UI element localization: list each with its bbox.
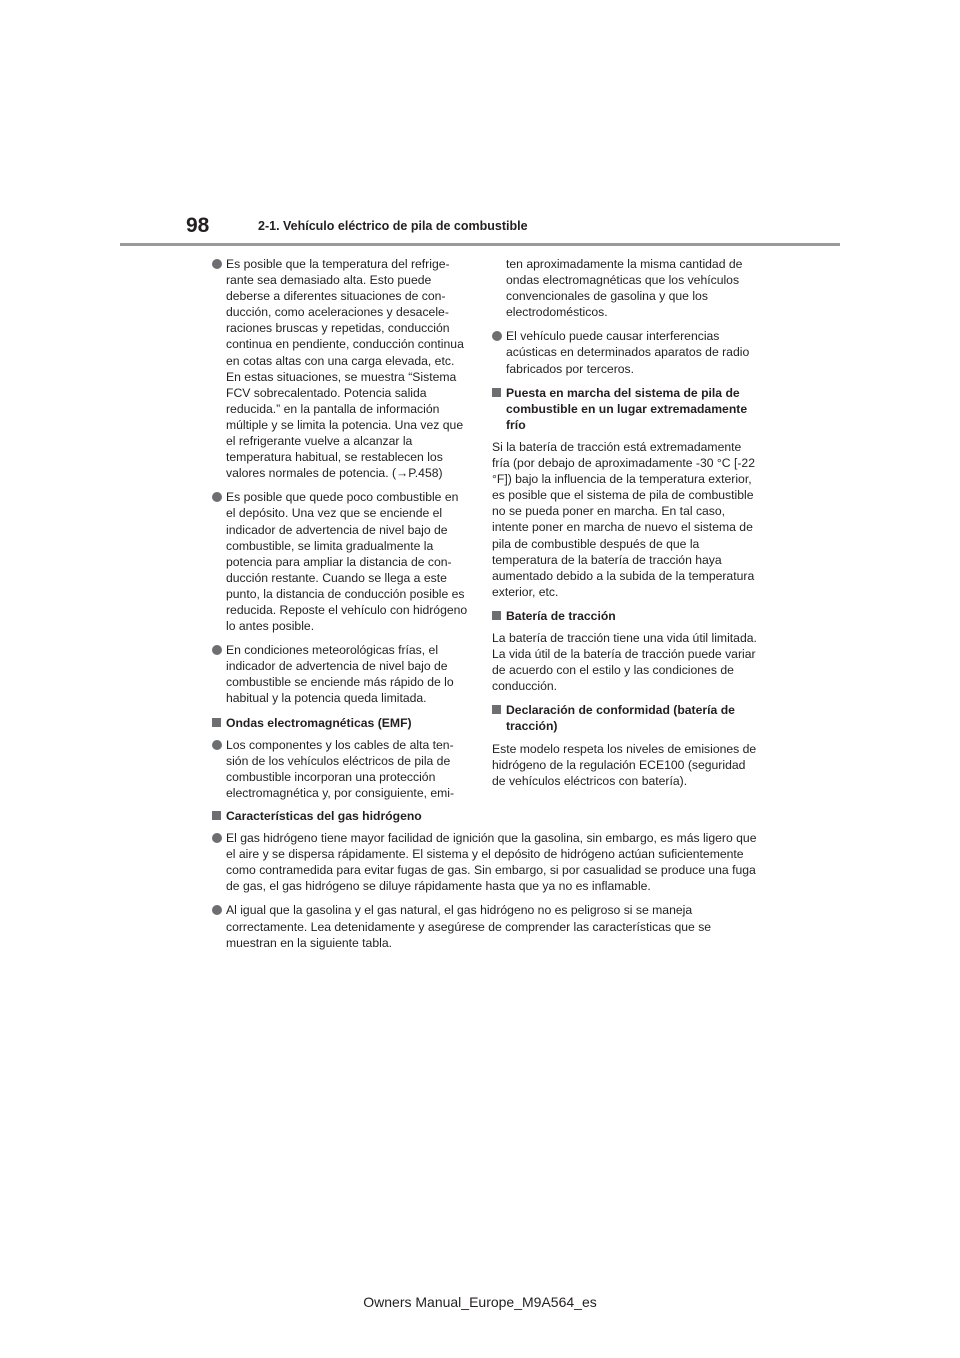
bullet-text: En condiciones meteorológicas frías, el indicador de advertencia de nivel bajo de combustible se enciende más rápido de lo habitual y la potencia queda limitada. [226,643,454,706]
heading-declaration-conformity [492,702,758,734]
paragraph-declaration-conformity: Este modelo respeta los niveles de emisiones de hidrógeno de la regulación ECE100 (seguridad de vehículos eléctricos con batería). [492,741,757,788]
bullet-dot-icon [212,740,222,750]
bullet-text: Los componentes y los cables de alta tensión de los vehículos eléctricos de pila de combustible incorporan una protección electromagnética y, por consiguiente, emi- [226,737,455,800]
bullet-text: El gas hidrógeno tiene mayor facilidad de ignición que la gasolina, sin embargo, es más ligero que el aire y se dispersa rápidamente. El sistema y el depósito de hidrógeno actúan suficientemente como contramedida para evitar fugas de gas. Sin embargo, si por casualidad se produce una fuga de gas, el gas hidrógeno se diluye rápidamente hasta que ya no es inflamable. [226,831,757,894]
header-divider [120,243,840,246]
bullet-hydrogen-ignition [212,830,758,894]
heading-text: Características del gas hidrógeno [226,809,422,823]
heading-hydrogen-characteristics [212,808,758,824]
bullet-low-fuel [212,489,468,634]
bullet-text: Al igual que la gasolina y el gas natural, el gas hidrógeno no es peligroso si se maneja correctamente. Lea detenidamente y asegúrese de comprender las características que se muestran en la siguiente tabla. [226,903,712,950]
bullet-dot-icon [212,259,222,269]
section-title: 2-1. Vehículo eléctrico de pila de combustible [258,219,528,233]
heading-square-icon [212,718,221,727]
bullet-dot-icon [212,905,222,915]
paragraph-traction-battery: La batería de tracción tiene una vida útil limitada. La vida útil de la batería de tracción puede variar de acuerdo con el estilo y las condiciones de conducción. [492,630,757,694]
paragraph-cold-start: Si la batería de tracción está extremadamente fría (por debajo de aproximadamente -30 °C [-22 °F]) bajo la influencia de la temperatura exterior, es posible que el sistema de pila de combustible no se pueda poner en marcha. En tal caso, intente poner en marcha de nuevo el sistema de pila de combustible después de que la temperatura de la batería de tracción haya aumentado debido a la subida de la temperatura exterior, etc. [492,439,755,599]
heading-text: Declaración de conformidad (batería de tracción) [506,703,735,734]
bullet-dot-icon [492,331,502,341]
heading-square-icon [492,388,501,397]
bullet-text: ten aproximadamente la misma cantidad de ondas electromagnéticas que los vehículos convencionales de gasolina y que los electrodomésticos. [506,257,743,320]
right-column [492,256,758,797]
heading-text: Puesta en marcha del sistema de pila de combustible en un lugar extremadamente frío [506,385,748,432]
bullet-dot-icon [212,492,222,502]
full-width-section [212,808,758,959]
heading-text: Batería de tracción [506,608,616,623]
bullet-radio-interference [492,328,758,376]
heading-traction-battery [492,608,758,624]
bullet-dot-icon [212,645,222,655]
bullet-text: El vehículo puede causar interferencias acústicas en determinados aparatos de radio fabricados por terceros. [506,329,750,376]
bullet-text: Es posible que quede poco combustible en el depósito. Una vez que se enciende el indicador de advertencia de nivel bajo de combustible, se limita gradualmente la potencia para ampliar la distancia de conducción restante. Cuando se llega a este punto, la distancia de conducción posible es reducida. Reposte el vehículo con hidrógeno lo antes posible. [226,490,468,634]
bullet-cold-weather [212,642,468,706]
bullet-coolant-temperature [212,256,468,481]
bullet-high-voltage-components [212,737,468,801]
bullet-text: Es posible que la temperatura del refrigerante sea demasiado alta. Esto puede deberse a diferentes situaciones de conducción, como aceleraciones y desaceleraciones bruscas y repetidas, conducción continua en pendiente, conducción continua en cotas altas con una carga elevada, etc. En estas situaciones, se muestra “Sistema FCV sobrecalentado. Potencia salida reducida.” en la pantalla de información múltiple y se limita la potencia. Una vez que el refrigerante vuelve a alcanzar la temperatura habitual, se restablecen los valores normales de potencia. (→P.458) [226,257,464,481]
heading-emf [212,715,468,731]
page-number: 98 [186,214,210,237]
bullet-high-voltage-continuation [492,256,758,320]
left-column [212,256,468,809]
bullet-dot-icon [212,833,222,843]
heading-square-icon [492,611,501,620]
heading-square-icon [212,811,221,820]
bullet-hydrogen-safety [212,902,758,950]
footer-document-id: Owners Manual_Europe_M9A564_es [363,1294,597,1310]
heading-square-icon [492,705,501,714]
heading-cold-start [492,385,758,433]
heading-text: Ondas electromagnéticas (EMF) [226,715,412,730]
